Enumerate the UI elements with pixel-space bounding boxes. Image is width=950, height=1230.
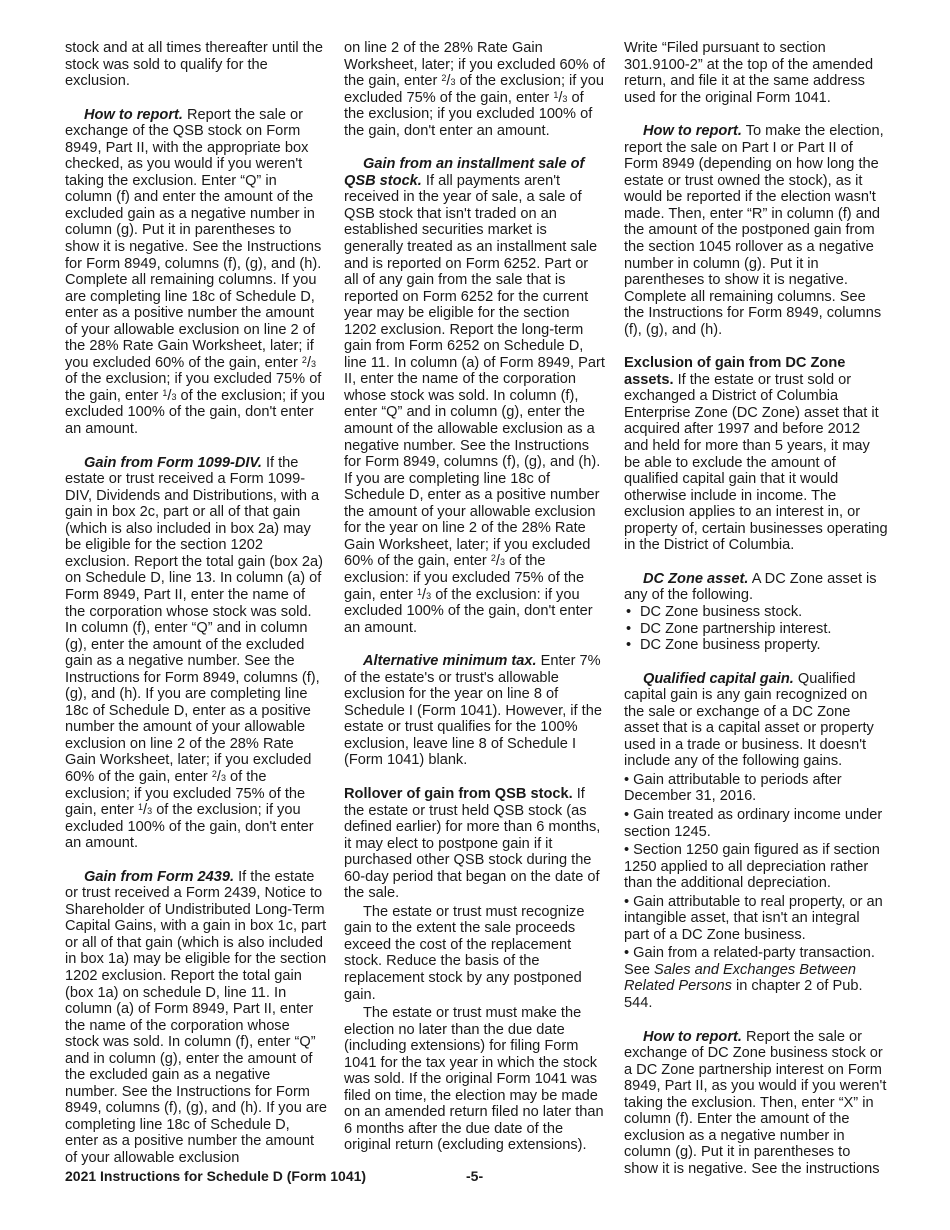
column-2 <box>344 40 606 1171</box>
paragraph: on line 2 of the 28% Rate Gain Worksheet, later; if you excluded 60% of the gain, enter $^2$/3 of the exclusion; if you excluded 75% of the gain, enter $^1$/3 of the exclusion; if you excluded 100% of the gain, don't enter an amount. <box>344 40 605 139</box>
column-3 <box>624 40 888 1194</box>
list-item: • Gain attributable to periods after December 31, 2016. <box>624 771 842 805</box>
dc-zone-asset-list <box>624 604 888 654</box>
paragraph: Rollover of gain from QSB stock. If the estate or trust held QSB stock (as defined earlier) for more than 6 months, it may elect to postpone gain if it purchased other QSB stock during the 60-day period that began on the date of the sale. <box>344 785 601 902</box>
paragraph: The estate or trust must make the election no later than the due date (including extensions) for filing Form 1041 for the tax year in which the stock was sold. If the original Form 1041 was filed on time, the election may be made on an amended return filed no later than 6 months after the due date of the original return (excluding extensions). <box>344 1005 604 1154</box>
list-item: • Gain treated as ordinary income under section 1245. <box>624 806 883 840</box>
footer-title: 2021 Instructions for Schedule D (Form 1041) <box>65 1168 367 1184</box>
excluded-gains-list <box>624 772 888 1012</box>
list-item: • Section 1250 gain figured as if section 1250 applied to all depreciation rather than the additional depreciation. <box>624 842 880 892</box>
paragraph: DC Zone asset. A DC Zone asset is any of the following. <box>624 570 877 604</box>
paragraph: Gain from Form 1099-DIV. If the estate or trust received a Form 1099-DIV, Dividends and Distributions, with a gain in box 2c, part or all of that gain (which is also included in box 2a) may be eligible for the section 1202 exclusion. Report the total gain (box 2a) on Schedule D, line 13. In column (a) of Form 8949, Part II, enter the name of the corporation whose stock was sold. In column (f), enter “Q” and in column (g), enter the amount of the excluded gain as a negative number. See the Instructions for Form 8949, columns (f), (g), and (h). If you are completing line 18c of Schedule D, enter as a positive number the amount of your allowable exclusion on line 2 of the 28% Rate Gain Worksheet, later; if you excluded 60% of the gain, enter $^2$/3 of the exclusion; if you excluded 75% of the gain, enter $^1$/3 of the exclusion; if you excluded 100% of the gain, don't enter an amount. <box>65 454 323 852</box>
paragraph: Qualified capital gain. Qualified capital gain is any gain recognized on the sale or exchange of a DC Zone asset that is a capital asset or property used in a trade or business. It doesn't include any of the following gains. <box>624 670 874 770</box>
paragraph: How to report. To make the election, report the sale on Part I or Part II of Form 8949 (depending on how long the estate or trust owned the stock), as it would be reported if the election wasn't made. Then, enter “R” in column (f) and the amount of the postponed gain from the section 1045 rollover as a negative number in column (g). Put it in parentheses to show it is negative. Complete all remaining columns. See the Instructions for Form 8949, columns (f), (g), and (h). <box>624 123 884 338</box>
list-item: • Gain attributable to real property, or an intangible asset, that isn't an integral part of a DC Zone business. <box>624 893 883 943</box>
list-item: • DC Zone business property. <box>624 637 888 654</box>
paragraph: How to report. Report the sale or exchange of the QSB stock on Form 8949, Part II, with the appropriate box checked, as you would if you weren't taking the exclusion. Enter “Q” in column (f) and enter the amount of the excluded gain as a negative number in column (g). Put it in parentheses to show it is negative. See the Instructions for Form 8949, columns (f), (g), and (h). Complete all remaining columns. If you are completing line 18c of Schedule D, enter as a positive number the amount of your allowable exclusion on line 2 of the 28% Rate Gain Worksheet, later; if you excluded 60% of the gain, enter $^2$/3 of the exclusion; if you excluded 75% of the gain, enter $^1$/3 of the exclusion; if you excluded 100% of the gain, don't enter an amount. <box>65 106 325 438</box>
paragraph: Exclusion of gain from DC Zone assets. If the estate or trust sold or exchanged a District of Columbia Enterprise Zone (DC Zone) asset that it acquired after 1997 and before 2012 and held for more than 5 years, it may be able to exclude the amount of qualified capital gain that it would otherwise include in income. The exclusion applies to an interest in, or property of, certain businesses operating in the District of Columbia. <box>624 355 888 554</box>
paragraph: Gain from an installment sale of QSB stock. If all payments aren't received in the year of sale, a sale of QSB stock that isn't traded on an established securities market is generally treated as an installment sale and is reported on Form 6252. Part or all of any gain from the sale that is reported on Form 6252 for the current year may be eligible for the section 1202 exclusion. Report the long-term gain from Form 6252 on Schedule D, line 11. In column (a) of Form 8949, Part II, enter the name of the corporation whose stock was sold. In column (f), enter “Q” and in column (g), enter the amount of the allowable exclusion as a negative number. See the Instructions for Form 8949, columns (f), (g), and (h). If you are completing line 18c of Schedule D, enter as a positive number the amount of your allowable exclusion for the year on line 2 of the 28% Rate Gain Worksheet, later; if you excluded 60% of the gain, enter $^2$/3 of the exclusion: if you excluded 75% of the gain, enter $^1$/3 of the exclusion: if you excluded 100% of the gain, don't enter an amount. <box>344 156 605 636</box>
column-1 <box>65 40 327 1184</box>
paragraph: Gain from Form 2439. If the estate or trust received a Form 2439, Notice to Shareholder of Undistributed Long-Term Capital Gains, with a gain in box 1c, part or all of that gain (which is also included in box 1a) may be eligible for the section 1202 exclusion. Report the total gain (box 1a) on schedule D, line 11. In column (a) of Form 8949, Part II, enter the name of the corporation whose stock was sold. In column (f), enter “Q” and in column (g), enter the amount of the excluded gain as a negative number. See the Instructions for Form 8949, columns (f), (g), and (h). If you are completing line 18c of Schedule D, enter as a positive number the amount of your allowable exclusion <box>65 868 327 1166</box>
paragraph: Write “Filed pursuant to section 301.9100-2” at the top of the amended return, and file it at the same address used for the original Form 1041. <box>624 40 874 106</box>
list-item: • DC Zone business stock. <box>624 604 888 621</box>
list-item: • Gain from a related-party transaction. See Sales and Exchanges Between Related Persons in chapter 2 of Pub. 544. <box>624 945 875 1011</box>
paragraph: How to report. Report the sale or exchange of DC Zone business stock or a DC Zone partnership interest on Form 8949, Part II, as you would if you weren't taking the exclusion. Then, enter “X” in column (f). Enter the amount of the exclusion as a negative number in column (g). Put it in parentheses to show it is negative. See the instructions <box>624 1028 887 1177</box>
list-item: • DC Zone partnership interest. <box>624 621 888 638</box>
paragraph: Alternative minimum tax. Enter 7% of the estate's or trust's allowable exclusion for the year on line 8 of Schedule I (Form 1041). However, if the estate or trust qualifies for the 100% exclusion, leave line 8 of Schedule I (Form 1041) blank. <box>344 653 602 769</box>
paragraph: stock and at all times thereafter until the stock was sold to qualify for the exclusion. <box>65 40 323 90</box>
page-number: -5- <box>466 1168 484 1184</box>
paragraph: The estate or trust must recognize gain to the extent the sale proceeds exceed the cost of the replacement stock. Reduce the basis of the replacement stock by any postponed gain. <box>344 903 585 1003</box>
